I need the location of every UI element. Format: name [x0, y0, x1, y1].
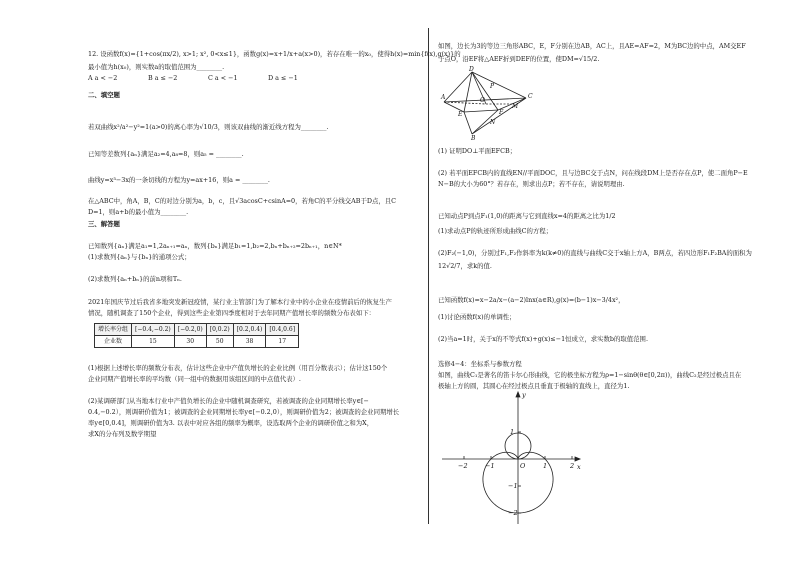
option-d: D a ≤ −1 [268, 74, 298, 82]
right-line-4: N−B的大小为60°？若存在，则求出点P；若不存在，请说明理由. [438, 180, 625, 188]
table-header-cell: [0.4,0.6] [266, 324, 299, 336]
left-line-4: 已知等差数列{aₙ}满足a₂=4,a₈=8，则a₅ = ________. [88, 150, 244, 158]
fig2-xtick-minus2: −2 [458, 462, 468, 470]
option-a: A a < −2 [88, 74, 118, 82]
left-line-11: (2)求数列{aₙ+bₙ}的前n项和Tₙ. [88, 275, 182, 283]
fig2-axis-x: x [577, 463, 581, 471]
table-count-cell: 38 [233, 336, 266, 348]
right-line-13: 如图，曲线C₁是著名的笛卡尔心形曲线，它的极坐标方程为ρ=1−sinθ(θ∈[0,2π))，曲线C₂是经过极点且在 [438, 371, 742, 379]
table-count-cell: 30 [174, 336, 206, 348]
folded-triangle-figure [442, 68, 552, 140]
table-count-cell: 15 [132, 336, 175, 348]
fig2-xtick-minus1: −1 [485, 462, 495, 470]
right-line-7: (2)F₂(−1,0)，分别过F₁,F₂作斜率为k(k≠0)的直线与曲线C交于x轴上方A，B两点，若四边形F₁F₂BA的面积为 [438, 249, 752, 257]
question-12-options [88, 74, 328, 83]
right-line-10: (1)讨论函数f(x)的单调性； [438, 313, 516, 321]
left-line-1: 最小值为h(x₀)，则实数a的取值范围为________. [88, 63, 225, 71]
fig1-label-d: D [469, 66, 474, 73]
fig1-label-o: O [480, 97, 485, 104]
fig2-origin: O [520, 462, 526, 470]
table-header-cell: [0.2,0.4) [233, 324, 266, 336]
right-line-5: 已知动点P到点F₁(1,0)的距离与它到直线x=4的距离之比为1/2 [438, 212, 616, 220]
right-line-2: (1) 证明DO⊥平面EFCB； [438, 147, 517, 155]
column-divider [428, 28, 429, 524]
fig1-label-n: N [490, 119, 496, 126]
fig1-label-e: E [458, 111, 463, 118]
cardioid-figure [438, 388, 588, 528]
left-line-15: 企业同期产值增长率的平均数（同一组中的数据用该组区间的中点值代表）. [88, 375, 301, 383]
table-count-cell: 17 [266, 336, 299, 348]
left-line-0: 12. 设函数f(x)={1+cos(πx/2), x>1; x², 0<x≤1}，函数g(x)=x+1/x+a(x>0)，若存在唯一的x₀，使得h(x)=min{f(x),g(x)}的 [88, 50, 461, 58]
left-line-10: (1)求数列{aₙ}与{bₙ}的通项公式； [88, 253, 191, 261]
left-line-14: (1)根据上述增长率的频数分布表，估计这些企业中产值负增长的企业比例（用百分数表示）；估计这150个 [88, 364, 388, 372]
table-header-cell: [−0.4,−0.2) [132, 324, 175, 336]
right-line-12: 选修4−4：坐标系与参数方程 [438, 360, 522, 368]
fig2-ytick-minus2: −2 [508, 509, 518, 517]
left-line-2: 二、填空题 [88, 91, 120, 99]
left-line-7: D=1，则a+b的最小值为________. [88, 208, 189, 216]
left-line-13: 情况，随机调查了150个企业，得到这些企业第四季度相对于去年同期产值增长率的频数分布表如下： [88, 309, 375, 317]
left-line-8: 三、解答题 [88, 220, 120, 228]
right-line-8: 12√2/7，求k的值. [438, 262, 492, 270]
fig2-xtick-1: 1 [543, 462, 548, 470]
right-line-0: 如图，边长为3的等边三角形ABC，E，F分别在边AB，AC上，且AE=AF=2，M为BC边的中点，AM交EF [438, 42, 746, 50]
table-header-cell: [−0.2,0) [174, 324, 206, 336]
left-line-6: 在△ABC中，角A，B，C的对边分别为a，b，c，且√3acosC+csinA=0，若角C的平分线交AB于D点，且C [88, 197, 397, 205]
fig1-label-p: P [490, 83, 495, 90]
left-line-3: 若双曲线x²/a²−y²=1(a>0)的离心率为√10/3，则该双曲线的渐近线方程为________. [88, 123, 329, 131]
table-header-cell: 增长率分组 [95, 324, 132, 336]
right-line-3: (2) 若平面EFCB内的直线EN//平面DOC，且与边BC交于点N，问在线段DM上是否存在点P，使二面角P−E [438, 169, 748, 177]
left-line-12: 2021年国庆节过后我省多地突发新冠疫情，某行业主管部门为了解本行业中的小企业在疫情前后的恢复生产 [88, 298, 392, 306]
left-line-16: (2)某调研部门从当地本行业中产值负增长的企业中随机调查研究，若被调查的企业同期增长率y∈[− [88, 397, 369, 405]
fig2-axis-y: y [522, 391, 526, 399]
right-line-9: 已知函数f(x)=x−2a/x−(a−2)lnx(a∈R),g(x)=(b−1)x−3/4x²， [438, 296, 625, 304]
right-line-1: 于点O，沿EF将△AEF折到DEF的位置，使DM=√15/2. [438, 55, 600, 63]
left-line-18: 率y∈[0,0.4]，则调研价值为3. 以表中对应各组的频率为概率，设选取两个企业的调研价值之和为X， [88, 419, 374, 427]
left-line-19: 求X的分布列及数学期望 [88, 430, 157, 438]
right-line-6: (1)求动点P的轨迹所形成曲线C的方程； [438, 227, 553, 235]
option-b: B a ≤ −2 [148, 74, 178, 82]
fig1-label-c: C [528, 93, 533, 100]
fig1-label-b: B [471, 135, 476, 142]
growth-rate-frequency-table [94, 323, 299, 348]
option-c: C a < −1 [208, 74, 238, 82]
right-line-11: (2)当a=1时，关于x的不等式f(x)+g(x)≤−1恒成立，求实数b的取值范围. [438, 335, 648, 343]
fig1-label-m: M [512, 103, 519, 110]
table-header-cell: [0,0.2) [206, 324, 233, 336]
left-line-17: 0.4,−0.2），则调研价值为1；被调查的企业同期增长率y∈[−0.2,0），则调研价值为2；被调查的企业同期增长 [88, 408, 400, 416]
fig2-ytick-minus1: −1 [508, 482, 518, 490]
left-line-9: 已知数列{aₙ}满足a₁=1,2aₙ₊₁=aₙ，数列{bₙ}满足b₁=1,b₂=2,bₙ+bₙ₊₂=2bₙ₊₁，n∈N* [88, 242, 342, 250]
fig2-xtick-2: 2 [570, 462, 575, 470]
fig1-label-a: A [441, 94, 446, 101]
left-line-5: 曲线y=x³−3x的一条切线的方程为y=ax+16，则a = ________. [88, 176, 270, 184]
fig2-ytick-1: 1 [510, 428, 515, 436]
table-row-label: 企业数 [95, 336, 132, 348]
table-count-cell: 50 [206, 336, 233, 348]
fig1-label-f: F [499, 109, 504, 116]
right-line-14: 极轴上方的圆，其圆心在经过极点且垂直于极轴的直线上，直径为1. [438, 382, 630, 390]
